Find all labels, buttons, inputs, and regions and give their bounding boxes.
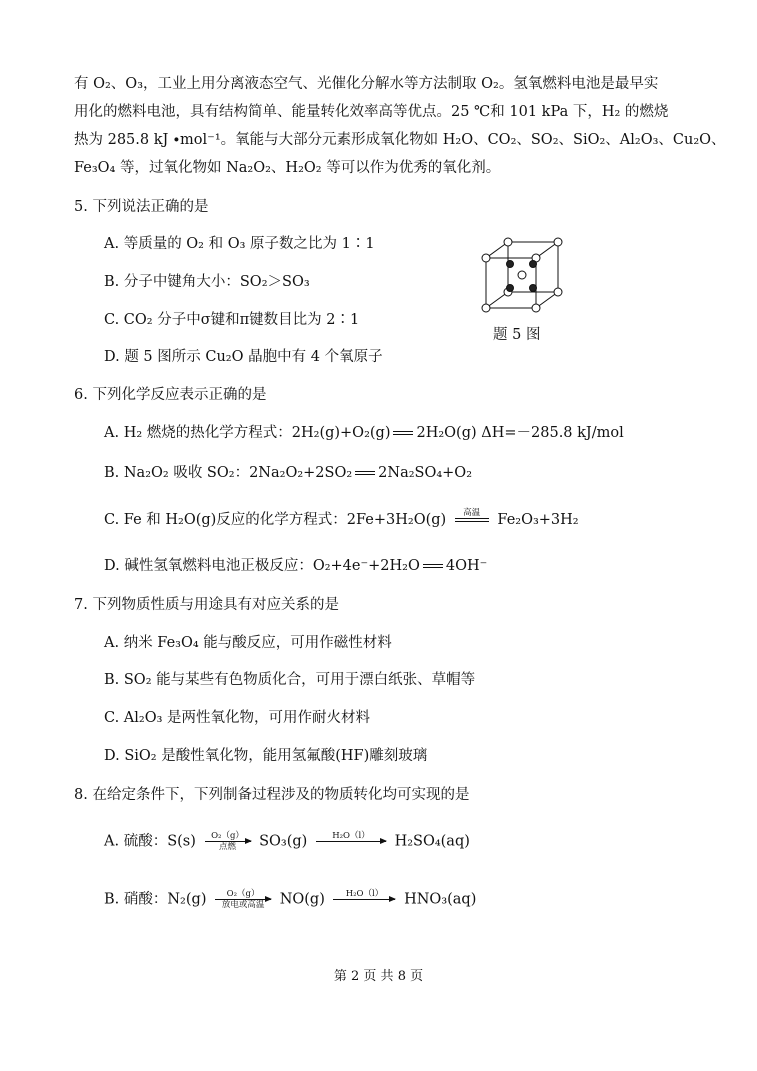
intro-line-3: 热为 285.8 kJ ∙mol⁻¹。氧能与大部分元素形成氧化物如 H₂O、CO₂、SO₂、SiO₂、Al₂O₃、Cu₂O、: [74, 132, 726, 148]
q8-option-b: [104, 889, 476, 910]
q8-a-mid: SO₃(g): [259, 833, 308, 850]
q6-option-c: [104, 508, 579, 532]
reaction-arrow: [333, 889, 395, 910]
page-footer: 第 2 页 共 8 页: [333, 969, 424, 984]
arrow-top-reagent: O₂（g）: [226, 889, 260, 899]
q8-option-a: [104, 831, 470, 852]
q6-b-right: 2Na₂SO₄+O₂: [378, 465, 473, 481]
arrow-top-reagent: O₂（g）: [211, 831, 244, 841]
figure-caption: 题 5 图: [493, 327, 541, 343]
q8-b-mid: NO(g): [279, 891, 325, 908]
q5-option-b: B. 分子中键角大小：SO₂＞SO₃: [104, 274, 310, 290]
reaction-condition-arrow: [455, 508, 489, 532]
q6-a-right: 2H₂O(g) ΔH=－285.8 kJ/mol: [416, 425, 624, 441]
arrow-top-reagent: H₂O（l）: [345, 889, 384, 899]
intro-line-4: Fe₃O₄ 等，过氧化物如 Na₂O₂、H₂O₂ 等可以作为优秀的氧化剂。: [74, 160, 501, 176]
arrow-bottom-condition: 放电或高温: [221, 900, 265, 910]
q7-stem: 7. 下列物质性质与用途具有对应关系的是: [74, 597, 339, 613]
q6-a-left: A. H₂ 燃烧的热化学方程式：2H₂(g)+O₂(g): [104, 425, 391, 441]
q5-stem: 5. 下列说法正确的是: [74, 199, 209, 215]
reaction-arrow: [316, 831, 386, 852]
equals-sign: [393, 431, 413, 435]
q6-d-left: D. 碱性氢氧燃料电池正极反应：O₂+4e⁻+2H₂O: [104, 558, 420, 574]
q8-a-end: H₂SO₄(aq): [394, 833, 470, 850]
equals-sign: [423, 564, 443, 568]
q6-option-d: [104, 556, 487, 576]
q7-option-a: A. 纳米 Fe₃O₄ 能与酸反应，可用作磁性材料: [104, 635, 392, 651]
q6-d-right: 4OH⁻: [445, 558, 488, 574]
q6-c-left: C. Fe 和 H₂O(g)反应的化学方程式：2Fe+3H₂O(g): [104, 512, 447, 528]
q5-option-d: D. 题 5 图所示 Cu₂O 晶胞中有 4 个氧原子: [104, 349, 383, 365]
q8-stem: 8. 在给定条件下，下列制备过程涉及的物质转化均可实现的是: [74, 787, 470, 803]
q7-option-d: D. SiO₂ 是酸性氧化物，能用氢氟酸(HF)雕刻玻璃: [104, 748, 428, 764]
q5-option-a: A. 等质量的 O₂ 和 O₃ 原子数之比为 1∶1: [104, 236, 375, 252]
reaction-condition: 高温: [463, 508, 481, 518]
q6-b-left: B. Na₂O₂ 吸收 SO₂：2Na₂O₂+2SO₂: [104, 465, 353, 481]
q5-option-c: C. CO₂ 分子中σ键和π键数目比为 2∶1: [104, 312, 360, 328]
q7-option-c: C. Al₂O₃ 是两性氧化物，可用作耐火材料: [104, 710, 371, 726]
equals-sign: [355, 471, 375, 475]
arrow-top-reagent: H₂O（l）: [332, 831, 370, 841]
q8-a-label: A. 硫酸：S(s): [104, 833, 196, 850]
q8-b-end: HNO₃(aq): [404, 891, 477, 908]
cu2o-unit-cell-figure: [478, 236, 568, 316]
q6-option-a: [104, 423, 624, 443]
q8-b-label: B. 硝酸：N₂(g): [104, 891, 207, 908]
q6-stem: 6. 下列化学反应表示正确的是: [74, 387, 267, 403]
intro-line-2: 用化的燃料电池，具有结构简单、能量转化效率高等优点。25 ℃和 101 kPa 下，H₂ 的燃烧: [74, 104, 669, 120]
q7-option-b: B. SO₂ 能与某些有色物质化合，可用于漂白纸张、草帽等: [104, 672, 476, 688]
intro-line-1: 有 O₂、O₃，工业上用分离液态空气、光催化分解水等方法制取 O₂。氢氧燃料电池是最早实: [74, 76, 659, 92]
reaction-arrow: [205, 831, 251, 852]
q6-c-right: Fe₂O₃+3H₂: [497, 512, 579, 528]
arrow-bottom-condition: 点燃: [218, 842, 236, 852]
q6-option-b: [104, 463, 472, 483]
reaction-arrow: [215, 889, 271, 910]
